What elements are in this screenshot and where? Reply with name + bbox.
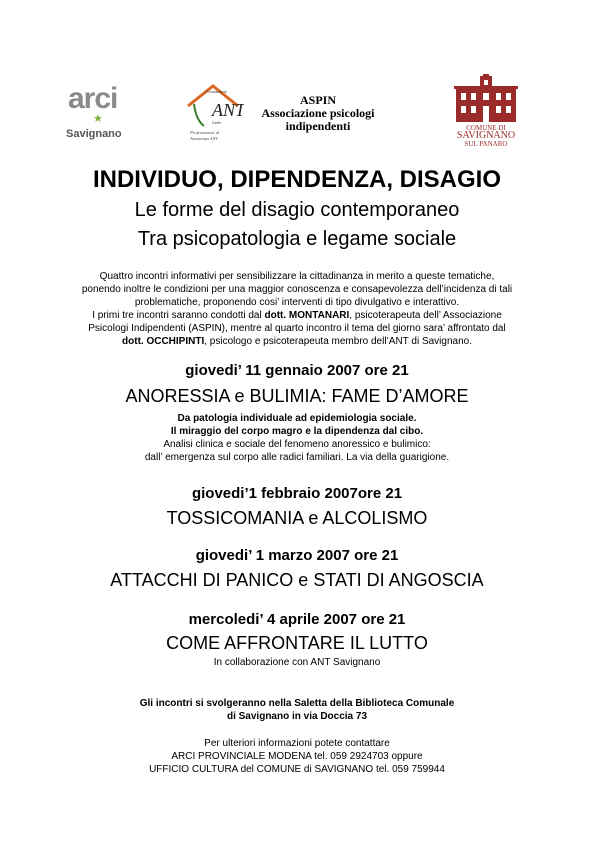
event-2-topic: TOSSICOMANIA e ALCOLISMO — [166, 508, 428, 528]
main-title: INDIVIDUO, DIPENDENZA, DISAGIO — [92, 166, 502, 193]
event-1-description — [0, 412, 594, 464]
star-icon: ★ — [93, 113, 103, 125]
comune-line-1: COMUNE DI — [466, 124, 506, 132]
intro-text: , psicoterapeuta dell’ Associazione — [349, 310, 502, 321]
svg-text:ANT: ANT — [212, 100, 244, 120]
aspin-name: ASPIN — [299, 93, 336, 107]
event-3-topic: ATTACCHI DI PANICO e STATI DI ANGOSCIA — [110, 570, 484, 590]
svg-text:Professionisti al: Professionisti al — [190, 130, 220, 135]
intro-line — [74, 335, 520, 348]
subtitle-1: Le forme del disagio contemporaneo — [134, 199, 460, 221]
contact-info — [0, 737, 594, 776]
intro-paragraph — [74, 270, 520, 348]
venue-line: di Savignano in via Doccia 73 — [226, 711, 368, 722]
comune-line-3: SUL PANARO — [464, 140, 508, 148]
event-4-date: mercoledi’ 4 aprile 2007 ore 21 — [188, 611, 406, 628]
ant-house-icon — [182, 80, 244, 144]
subtitle-2: Tra psicopatologia e legame sociale — [137, 228, 457, 250]
speaker-montanari: dott. MONTANARI — [264, 310, 350, 321]
event-1-bold-line: Da patologia individuale ad epidemiologia sociale. — [177, 413, 417, 424]
event-2-date: giovedi’1 febbraio 2007ore 21 — [191, 485, 403, 502]
svg-text:Assistenza ANT: Assistenza ANT — [190, 136, 219, 141]
event-1-topic: ANORESSIA e BULIMIA: FAME D’AMORE — [125, 386, 469, 406]
comune-caption — [450, 124, 522, 148]
venue-line: Gli incontri si svolgeranno nella Saletta della Biblioteca Comunale — [139, 698, 455, 709]
arci-wordmark: arci — [68, 82, 118, 115]
aspin-logo — [256, 94, 380, 133]
intro-line — [74, 309, 520, 322]
contact-line: Per ulteriori informazioni potete contattare — [204, 738, 390, 749]
town-hall-icon — [450, 74, 522, 124]
event-1-line: Analisi clinica e sociale del fenomeno anoressico e bulimico: — [163, 439, 431, 450]
intro-line: ponendo inoltre le condizioni per una maggior conoscenza e consapevolezza dell’incidenza di tali — [81, 284, 513, 295]
event-4-note: In collaborazione con ANT Savignano — [213, 657, 381, 668]
arci-logo — [62, 82, 140, 152]
event-3-date: giovedi’ 1 marzo 2007 ore 21 — [195, 547, 399, 564]
speaker-occhipinti: dott. OCCHIPINTI — [122, 336, 205, 347]
intro-line: Psicologi Indipendenti (ASPIN), mentre al quarto incontro il tema del giorno sara’ affrontato dal — [88, 323, 506, 334]
aspin-line-3: indipendenti — [285, 119, 351, 133]
arci-place: Savignano — [66, 128, 122, 140]
intro-text: , psicologo e psicoterapeuta membro dell’ANT di Savignano. — [204, 336, 472, 347]
contact-line: UFFICIO CULTURA del COMUNE di SAVIGNANO tel. 059 759944 — [149, 764, 445, 775]
venue-info — [0, 697, 594, 723]
contact-line: ARCI PROVINCIALE MODENA tel. 059 2924703 oppure — [171, 751, 423, 762]
comune-logo — [450, 74, 530, 152]
svg-text:Fondazione: Fondazione — [206, 89, 227, 94]
event-1-bold-line: Il miraggio del corpo magro e la dipendenza dal cibo. — [170, 426, 424, 437]
svg-text:Delle: Delle — [212, 120, 222, 125]
ant-logo — [182, 80, 244, 144]
intro-line: Quattro incontri informativi per sensibilizzare la cittadinanza in merito a queste tematiche, — [99, 271, 495, 282]
aspin-line-2: Associazione psicologi — [261, 106, 375, 120]
intro-text: I primi tre incontri saranno condotti dal — [92, 310, 265, 321]
event-1-date: giovedi’ 11 gennaio 2007 ore 21 — [185, 362, 409, 379]
event-1-line: dall’ emergenza sul corpo alle radici familiari. La via della guarigione. — [144, 452, 450, 463]
comune-line-2: SAVIGNANO — [456, 130, 516, 141]
intro-line: problematiche, proponendo cosi’ interventi di tipo divulgativo e interattivo. — [134, 297, 460, 308]
event-4-topic: COME AFFRONTARE IL LUTTO — [166, 633, 428, 653]
